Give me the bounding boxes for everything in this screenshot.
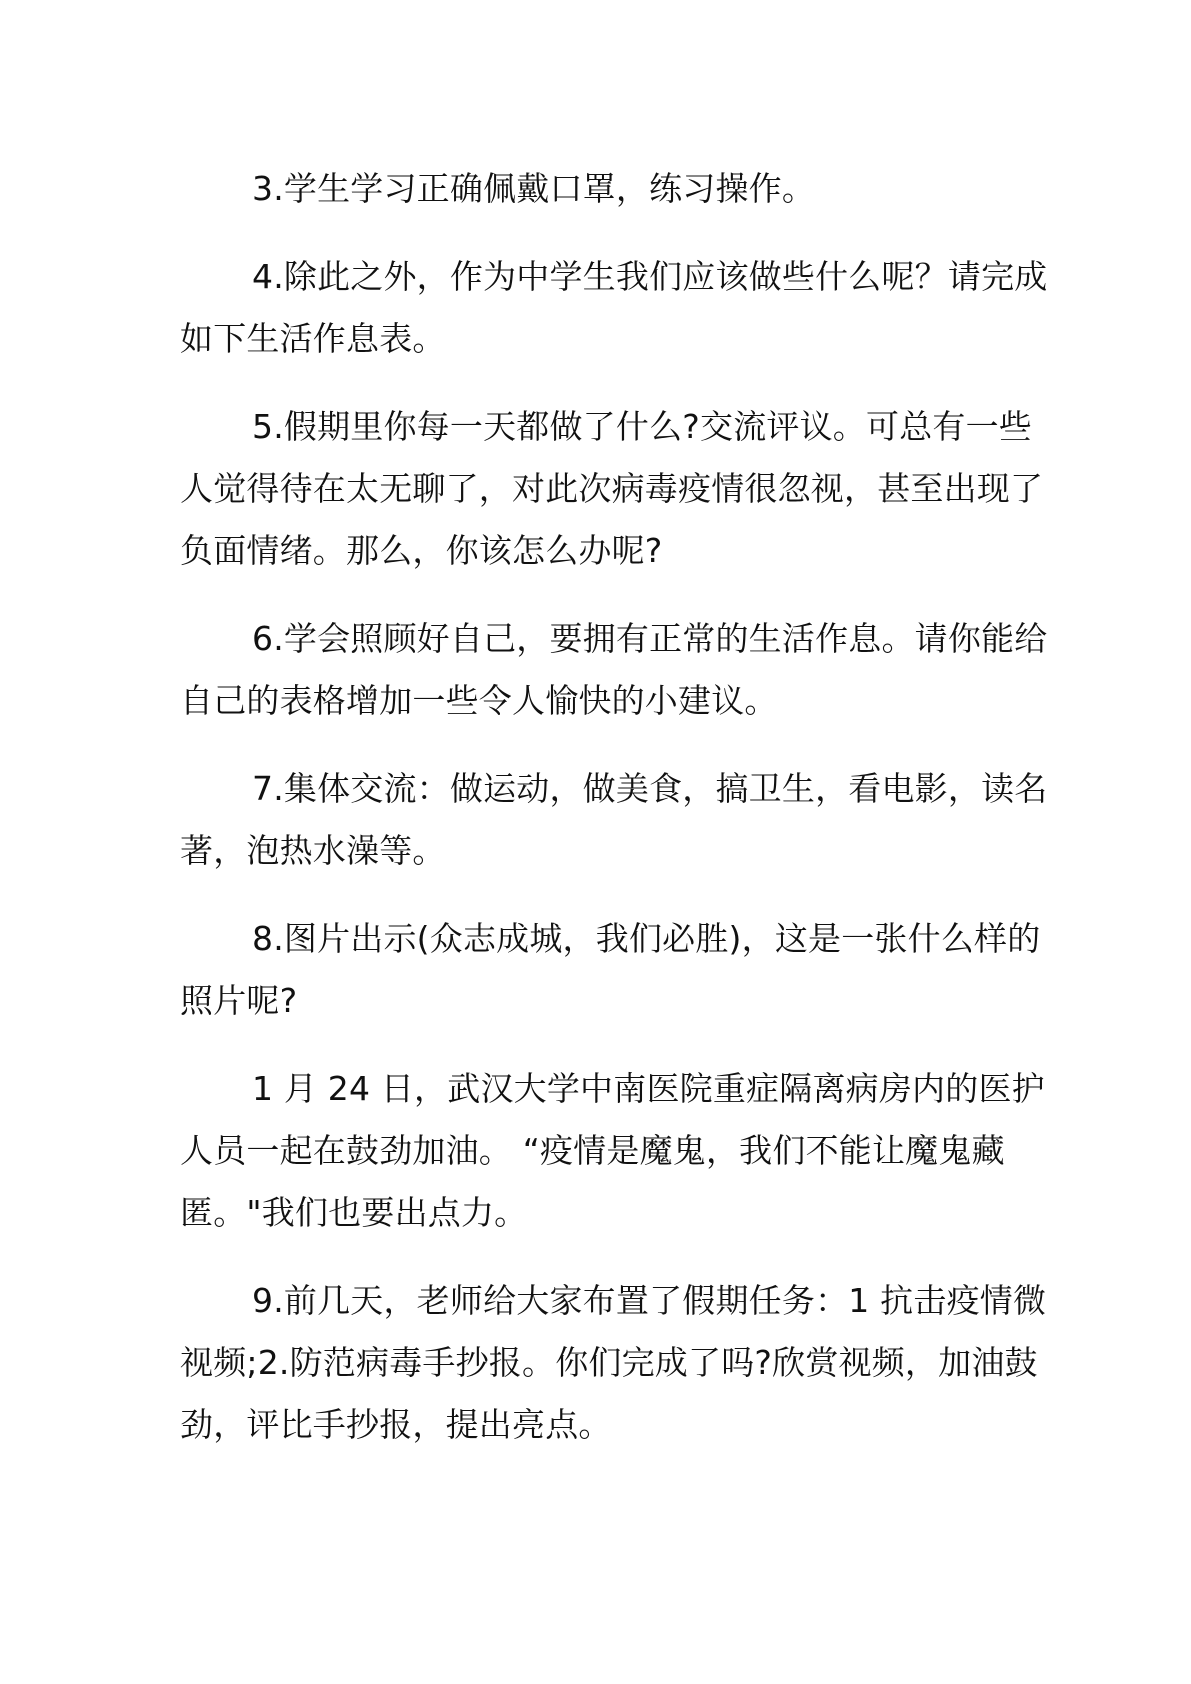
paragraph-4: 4.除此之外，作为中学生我们应该做些什么呢？请完成如下生活作息表。: [180, 257, 1048, 358]
paragraph-5: 5.假期里你每一天都做了什么?交流评议。可总有一些人觉得待在太无聊了，对此次病毒疫情很忽视，甚至出现了负面情绪。那么，你该怎么办呢?: [180, 407, 1044, 570]
paragraph-7: 7.集体交流：做运动，做美食，搞卫生，看电影，读名著，泡热水澡等。: [180, 769, 1048, 870]
paragraph-3: 3.学生学习正确佩戴口罩，练习操作。: [252, 169, 816, 208]
paragraph-9: 9.前几天，老师给大家布置了假期任务：1 抗击疫情微视频;2.防范病毒手抄报。你们完成了吗?欣赏视频，加油鼓劲，评比手抄报，提出亮点。: [180, 1281, 1047, 1444]
document-body: [180, 158, 1050, 1482]
paragraph-6: 6.学会照顾好自己，要拥有正常的生活作息。请你能给自己的表格增加一些令人愉快的小建议。: [180, 619, 1048, 720]
paragraph-8: 8.图片出示(众志成城，我们必胜)，这是一张什么样的照片呢?: [180, 919, 1041, 1020]
paragraph-photo-caption: 1 月 24 日，武汉大学中南医院重症隔离病房内的医护人员一起在鼓劲加油。 “疫情是魔鬼，我们不能让魔鬼藏匿。"我们也要出点力。: [180, 1069, 1045, 1232]
